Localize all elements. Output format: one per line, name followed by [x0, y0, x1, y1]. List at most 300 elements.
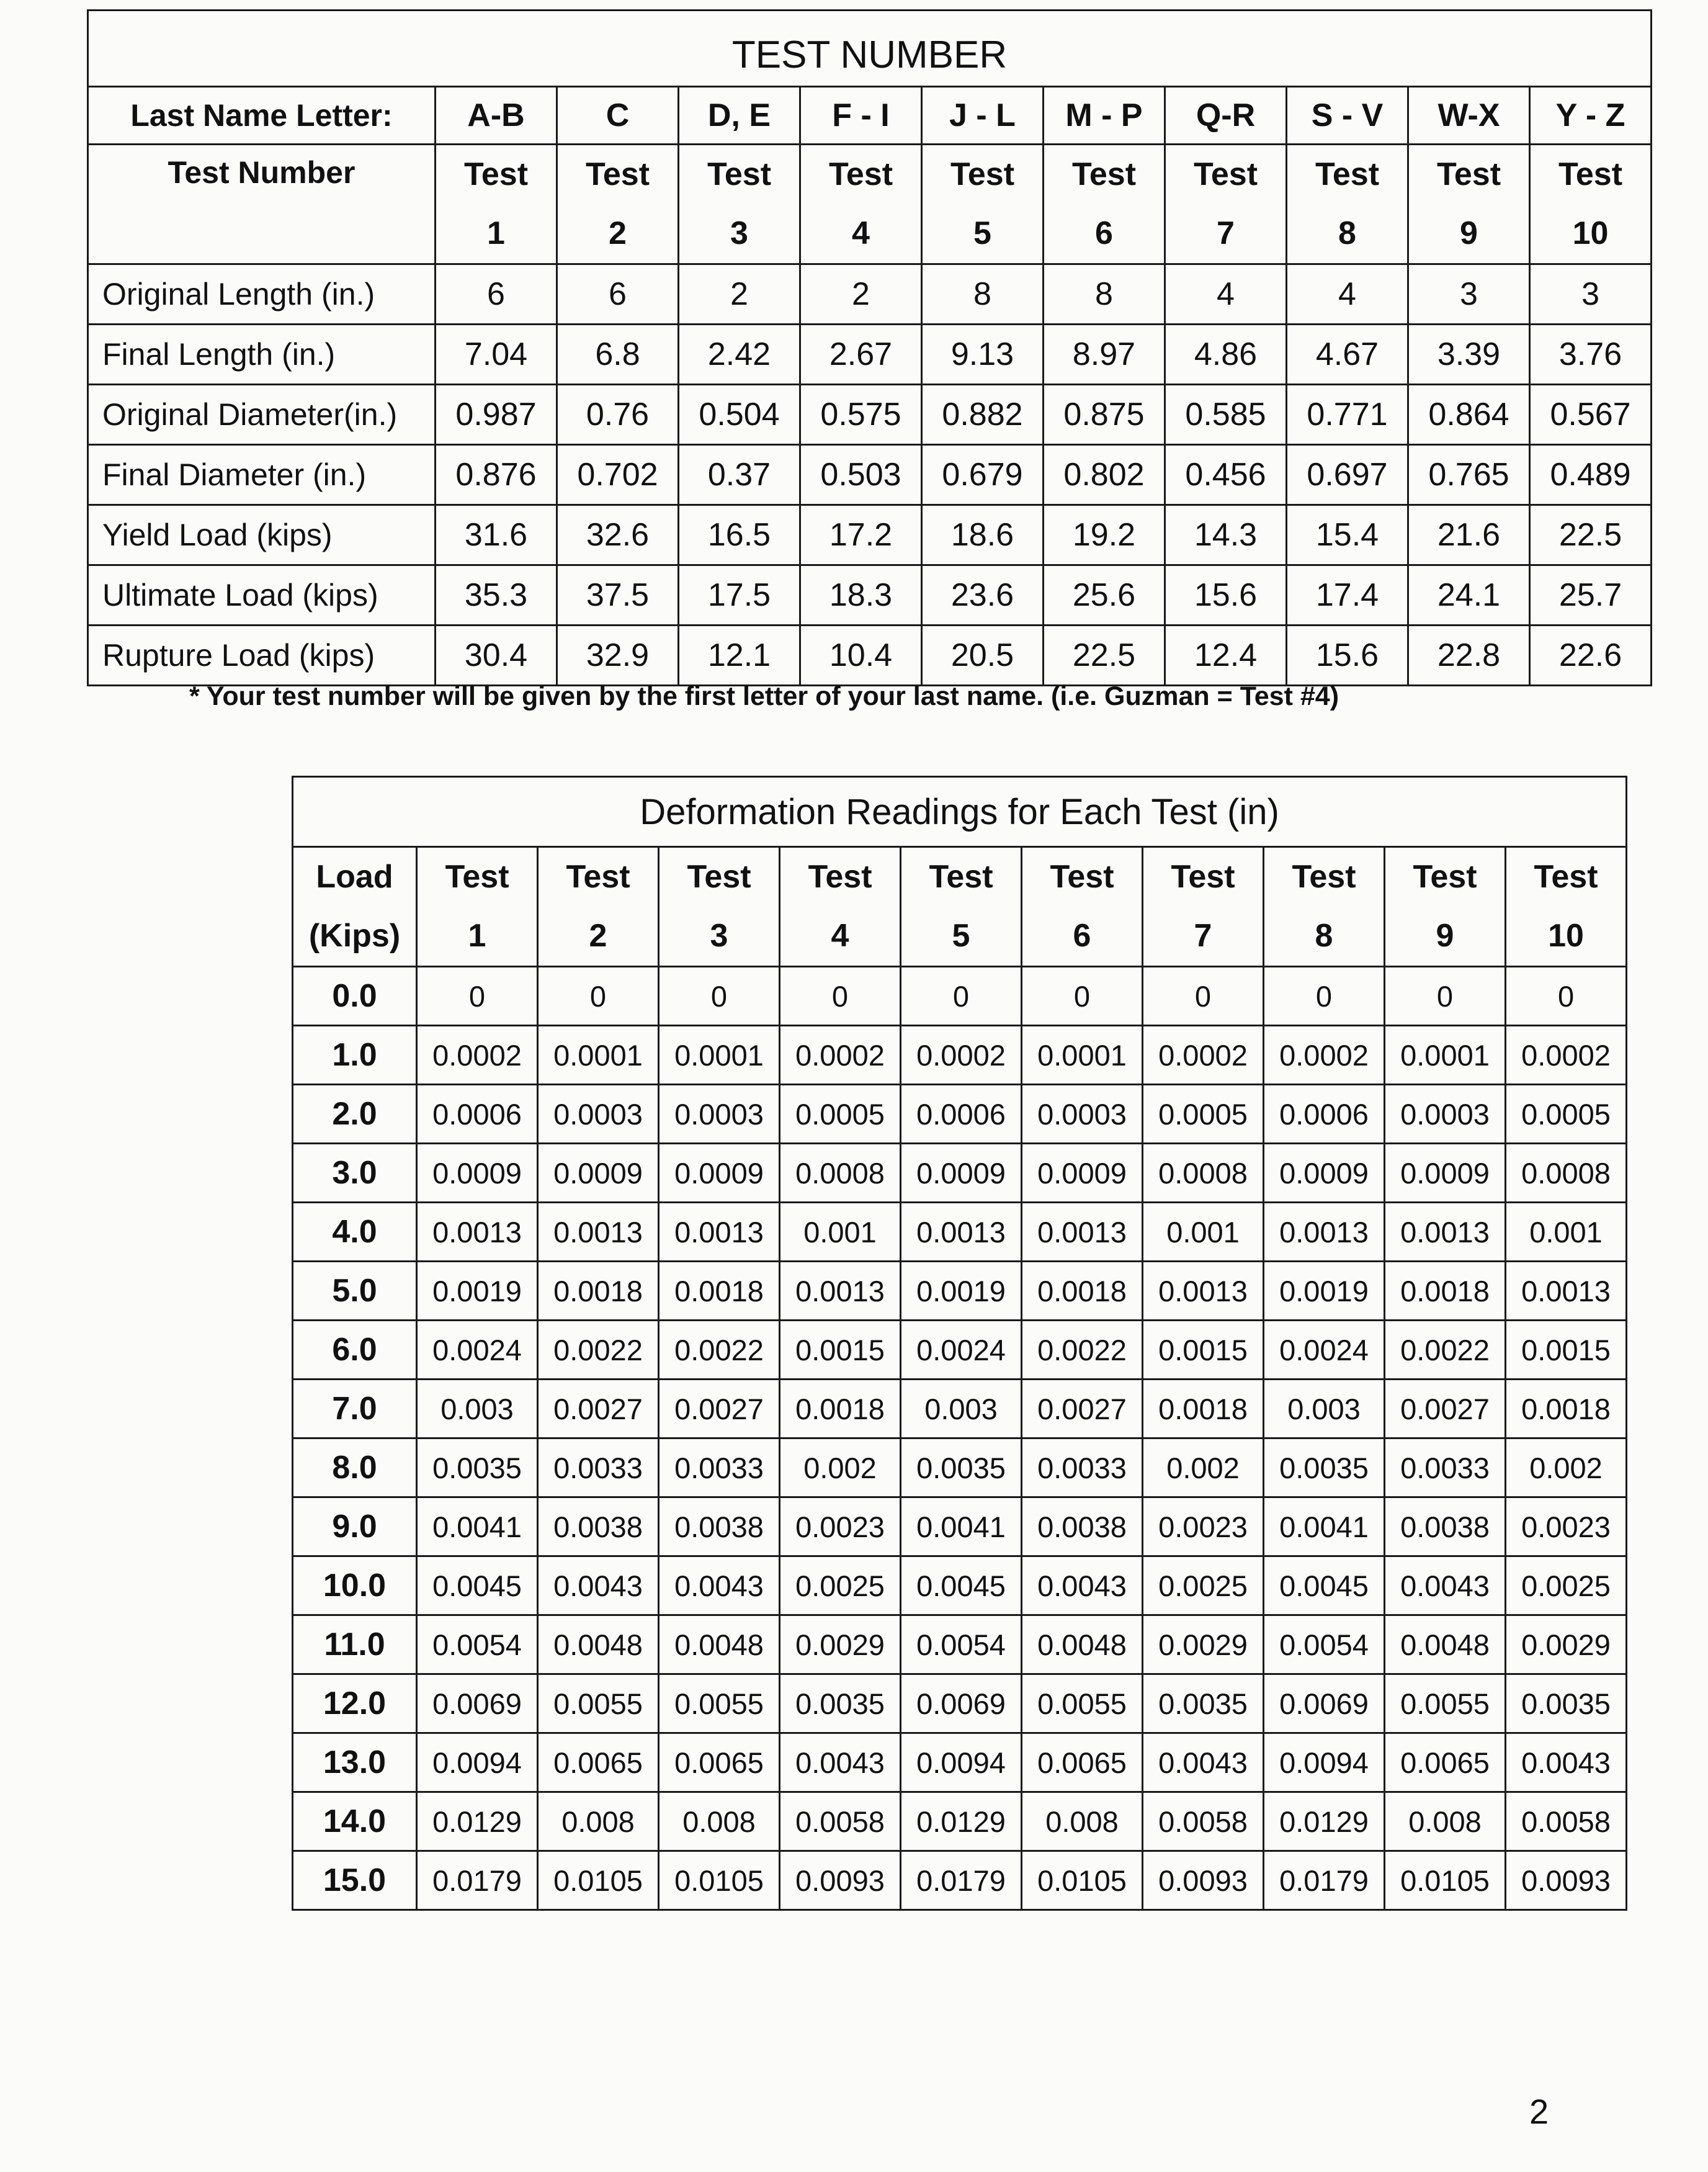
test-word: Test [1193, 156, 1258, 192]
test-number: 8 [1338, 215, 1356, 251]
value-cell: 0.37 [679, 445, 800, 505]
deformation-cell: 0.0003 [1022, 1085, 1143, 1144]
load-unit: (Kips) [308, 918, 401, 954]
test-word: Test [707, 156, 772, 192]
deformation-cell: 0.008 [659, 1792, 780, 1851]
deformation-cell: 0.0008 [1506, 1144, 1627, 1203]
deformation-cell: 0.0018 [538, 1262, 659, 1321]
deformation-cell: 0.0008 [780, 1144, 901, 1203]
value-cell: 4.86 [1165, 325, 1287, 385]
table-row [293, 1556, 1627, 1615]
test-word: Test [1534, 859, 1598, 895]
test-summary-table [87, 9, 1652, 686]
test-word: Test [808, 859, 872, 895]
deformation-table-title: Deformation Readings for Each Test (in) [293, 777, 1627, 847]
deformation-cell: 0.0179 [901, 1851, 1022, 1910]
test-column-header [417, 847, 538, 967]
value-cell: 2.67 [800, 325, 922, 385]
test-number: 9 [1436, 918, 1454, 954]
value-cell: 15.6 [1165, 565, 1287, 626]
deformation-cell: 0 [780, 967, 901, 1026]
test-number: 5 [973, 215, 991, 251]
deformation-cell: 0.003 [901, 1380, 1022, 1438]
test-word: Test [585, 156, 650, 192]
value-cell: 3.39 [1408, 325, 1530, 385]
deformation-cell: 0.0093 [1143, 1851, 1264, 1910]
value-cell: 2 [679, 264, 800, 325]
deformation-cell: 0.0018 [1022, 1262, 1143, 1321]
load-value-cell: 10.0 [293, 1556, 417, 1615]
table-row [293, 1144, 1627, 1203]
deformation-cell: 0.0033 [659, 1438, 780, 1497]
deformation-cell: 0.0022 [538, 1321, 659, 1380]
deformation-cell: 0.0022 [1022, 1321, 1143, 1380]
deformation-cell: 0 [1022, 967, 1143, 1026]
deformation-cell: 0.0003 [1385, 1085, 1506, 1144]
deformation-cell: 0.0027 [659, 1380, 780, 1438]
load-value-cell: 0.0 [293, 967, 417, 1026]
deformation-cell: 0.0001 [1385, 1026, 1506, 1085]
letter-range-cell: W-X [1408, 87, 1530, 145]
test-number: 10 [1548, 918, 1584, 954]
load-value-cell: 11.0 [293, 1615, 417, 1674]
test-word: Test [950, 156, 1015, 192]
table-row [293, 1203, 1627, 1262]
value-cell: 0.489 [1530, 445, 1652, 505]
test-assignment-note: * Your test number will be given by the first letter of your last name. (i.e. Guzman = Test #4) [189, 681, 1339, 711]
letter-range-cell: C [557, 87, 679, 145]
value-cell: 7.04 [436, 325, 557, 385]
deformation-cell: 0.0003 [538, 1085, 659, 1144]
deformation-cell: 0.0008 [1143, 1144, 1264, 1203]
test-word: Test [1413, 859, 1477, 895]
deformation-cell: 0.0048 [1022, 1615, 1143, 1674]
value-cell: 6 [557, 264, 679, 325]
deformation-cell: 0.0038 [659, 1497, 780, 1556]
deformation-cell: 0.0038 [538, 1497, 659, 1556]
deformation-cell: 0.0043 [659, 1556, 780, 1615]
value-cell: 6 [436, 264, 557, 325]
deformation-cell: 0.0058 [780, 1792, 901, 1851]
value-cell: 22.8 [1408, 626, 1530, 686]
deformation-cell: 0.0035 [1143, 1674, 1264, 1733]
test-number: 3 [730, 215, 748, 251]
row-label: Ultimate Load (kips) [88, 565, 436, 626]
value-cell: 2 [800, 264, 922, 325]
deformation-cell: 0.0003 [659, 1085, 780, 1144]
deformation-cell: 0.0022 [1385, 1321, 1506, 1380]
deformation-table [292, 776, 1627, 1911]
deformation-cell: 0.0024 [901, 1321, 1022, 1380]
table-row [293, 1026, 1627, 1085]
value-cell: 3.76 [1530, 325, 1652, 385]
deformation-cell: 0.0045 [901, 1556, 1022, 1615]
value-cell: 8.97 [1044, 325, 1165, 385]
value-cell: 18.6 [922, 505, 1044, 565]
table-row [293, 1497, 1627, 1556]
deformation-cell: 0.0035 [1506, 1674, 1627, 1733]
deformation-cell: 0.0048 [659, 1615, 780, 1674]
deformation-cell: 0.0035 [780, 1674, 901, 1733]
value-cell: 4 [1165, 264, 1287, 325]
deformation-cell: 0.0002 [1506, 1026, 1627, 1085]
deformation-cell: 0 [1143, 967, 1264, 1026]
deformation-cell: 0.0029 [1506, 1615, 1627, 1674]
deformation-cell: 0.003 [417, 1380, 538, 1438]
deformation-cell: 0.0009 [901, 1144, 1022, 1203]
deformation-cell: 0.0013 [659, 1203, 780, 1262]
letter-range-cell: Y - Z [1530, 87, 1652, 145]
value-cell: 0.802 [1044, 445, 1165, 505]
deformation-cell: 0.0045 [417, 1556, 538, 1615]
deformation-cell: 0.0027 [538, 1380, 659, 1438]
deformation-cell: 0.0048 [1385, 1615, 1506, 1674]
deformation-cell: 0.008 [538, 1792, 659, 1851]
deformation-cell: 0.0027 [1385, 1380, 1506, 1438]
deformation-cell: 0 [1506, 967, 1627, 1026]
test-number: 6 [1073, 918, 1091, 954]
deformation-cell: 0.0025 [780, 1556, 901, 1615]
row-label: Final Diameter (in.) [88, 445, 436, 505]
value-cell: 18.3 [800, 565, 922, 626]
deformation-cell: 0 [1385, 967, 1506, 1026]
test-word: Test [445, 859, 509, 895]
deformation-cell: 0.0013 [538, 1203, 659, 1262]
test-number: 2 [589, 918, 607, 954]
deformation-cell: 0.0043 [780, 1733, 901, 1792]
deformation-cell: 0.0029 [780, 1615, 901, 1674]
value-cell: 8 [1044, 264, 1165, 325]
deformation-cell: 0.0045 [1264, 1556, 1385, 1615]
table-row [293, 1262, 1627, 1321]
deformation-cell: 0.0105 [659, 1851, 780, 1910]
value-cell: 22.6 [1530, 626, 1652, 686]
value-cell: 6.8 [557, 325, 679, 385]
deformation-cell: 0.0094 [1264, 1733, 1385, 1792]
value-cell: 15.6 [1287, 626, 1408, 686]
deformation-cell: 0.0005 [1506, 1085, 1627, 1144]
deformation-cell: 0.0055 [1022, 1674, 1143, 1733]
deformation-cell: 0.0006 [1264, 1085, 1385, 1144]
deformation-cell: 0.0024 [1264, 1321, 1385, 1380]
row-label: Yield Load (kips) [88, 505, 436, 565]
deformation-cell: 0.0015 [780, 1321, 901, 1380]
letter-range-cell: D, E [679, 87, 800, 145]
deformation-cell: 0.0043 [1506, 1733, 1627, 1792]
test-column-header [1530, 145, 1652, 264]
table-row [88, 264, 1652, 325]
value-cell: 2.42 [679, 325, 800, 385]
deformation-cell: 0.0105 [1022, 1851, 1143, 1910]
test-word: Test [828, 156, 893, 192]
value-cell: 21.6 [1408, 505, 1530, 565]
letter-range-cell: J - L [922, 87, 1044, 145]
test-number: 2 [609, 215, 627, 251]
test-number: 1 [468, 918, 486, 954]
test-number-label: Test Number [88, 145, 436, 264]
deformation-cell: 0.0065 [659, 1733, 780, 1792]
deformation-cell: 0.0055 [538, 1674, 659, 1733]
test-word: Test [929, 859, 993, 895]
value-cell: 17.4 [1287, 565, 1408, 626]
load-value-cell: 5.0 [293, 1262, 417, 1321]
load-header [293, 847, 417, 967]
deformation-cell: 0.001 [1506, 1203, 1627, 1262]
test-word: Test [1171, 859, 1235, 895]
table-row [293, 1321, 1627, 1380]
deformation-cell: 0.0055 [1385, 1674, 1506, 1733]
value-cell: 9.13 [922, 325, 1044, 385]
deformation-cell: 0.002 [1143, 1438, 1264, 1497]
test-number: 10 [1572, 215, 1609, 251]
test-number: 4 [852, 215, 870, 251]
deformation-cell: 0.0023 [1506, 1497, 1627, 1556]
deformation-cell: 0.0041 [901, 1497, 1022, 1556]
value-cell: 0.567 [1530, 385, 1652, 445]
test-number: 9 [1460, 215, 1478, 251]
deformation-cell: 0.0013 [1506, 1262, 1627, 1321]
load-value-cell: 6.0 [293, 1321, 417, 1380]
value-cell: 3 [1408, 264, 1530, 325]
deformation-cell: 0.0018 [659, 1262, 780, 1321]
deformation-cell: 0.0018 [780, 1380, 901, 1438]
value-cell: 0.503 [800, 445, 922, 505]
deformation-cell: 0.008 [1022, 1792, 1143, 1851]
value-cell: 35.3 [436, 565, 557, 626]
value-cell: 0.702 [557, 445, 679, 505]
test-word: Test [1071, 156, 1137, 192]
value-cell: 0.575 [800, 385, 922, 445]
deformation-cell: 0.0001 [538, 1026, 659, 1085]
value-cell: 16.5 [679, 505, 800, 565]
test-column-header [1044, 145, 1165, 264]
row-label: Final Length (in.) [88, 325, 436, 385]
deformation-cell: 0.0027 [1022, 1380, 1143, 1438]
deformation-cell: 0.0065 [1385, 1733, 1506, 1792]
value-cell: 4 [1287, 264, 1408, 325]
deformation-cell: 0.002 [1506, 1438, 1627, 1497]
deformation-cell: 0.0013 [901, 1203, 1022, 1262]
deformation-cell: 0.0002 [1264, 1026, 1385, 1085]
test-column-header [1506, 847, 1627, 967]
test-column-header [1165, 145, 1287, 264]
test-word: Test [1436, 156, 1501, 192]
value-cell: 0.504 [679, 385, 800, 445]
deformation-cell: 0 [901, 967, 1022, 1026]
deformation-cell: 0.0002 [417, 1026, 538, 1085]
test-column-header [1385, 847, 1506, 967]
deformation-cell: 0.0002 [780, 1026, 901, 1085]
deformation-cell: 0.0002 [901, 1026, 1022, 1085]
deformation-cell: 0.0009 [1264, 1144, 1385, 1203]
deformation-cell: 0.0024 [417, 1321, 538, 1380]
deformation-cell: 0.0006 [417, 1085, 538, 1144]
test-number: 7 [1194, 918, 1212, 954]
table-row [88, 505, 1652, 565]
value-cell: 0.585 [1165, 385, 1287, 445]
deformation-cell: 0.0009 [1385, 1144, 1506, 1203]
value-cell: 15.4 [1287, 505, 1408, 565]
value-cell: 32.6 [557, 505, 679, 565]
letter-range-cell: M - P [1044, 87, 1165, 145]
value-cell: 25.7 [1530, 565, 1652, 626]
deformation-cell: 0.0043 [538, 1556, 659, 1615]
deformation-cell: 0.0035 [1264, 1438, 1385, 1497]
value-cell: 0.697 [1287, 445, 1408, 505]
deformation-cell: 0.0019 [901, 1262, 1022, 1321]
value-cell: 0.76 [557, 385, 679, 445]
deformation-cell: 0.0054 [417, 1615, 538, 1674]
deformation-cell: 0.0043 [1385, 1556, 1506, 1615]
value-cell: 32.9 [557, 626, 679, 686]
test-number: 4 [831, 918, 849, 954]
deformation-cell: 0.0001 [1022, 1026, 1143, 1085]
deformation-cell: 0.0048 [538, 1615, 659, 1674]
deformation-cell: 0.0179 [417, 1851, 538, 1910]
summary-table-title: TEST NUMBER [88, 11, 1652, 87]
test-word: Test [687, 859, 751, 895]
deformation-cell: 0.0023 [1143, 1497, 1264, 1556]
value-cell: 17.2 [800, 505, 922, 565]
test-number: 7 [1217, 215, 1235, 251]
letter-range-cell: F - I [800, 87, 922, 145]
load-value-cell: 1.0 [293, 1026, 417, 1085]
table-row [293, 1733, 1627, 1792]
test-column-header [1143, 847, 1264, 967]
test-word: Test [566, 859, 630, 895]
deformation-cell: 0.0019 [1264, 1262, 1385, 1321]
deformation-cell: 0 [659, 967, 780, 1026]
test-column-header [436, 145, 557, 264]
deformation-cell: 0.0013 [417, 1203, 538, 1262]
value-cell: 0.987 [436, 385, 557, 445]
row-label: Rupture Load (kips) [88, 626, 436, 686]
value-cell: 14.3 [1165, 505, 1287, 565]
deformation-cell: 0.0002 [1143, 1026, 1264, 1085]
deformation-cell: 0.0019 [417, 1262, 538, 1321]
deformation-cell: 0.0009 [417, 1144, 538, 1203]
value-cell: 3 [1530, 264, 1652, 325]
deformation-cell: 0.0022 [659, 1321, 780, 1380]
deformation-cell: 0.008 [1385, 1792, 1506, 1851]
deformation-cell: 0.0009 [659, 1144, 780, 1203]
test-column-header [780, 847, 901, 967]
value-cell: 17.5 [679, 565, 800, 626]
row-label: Original Length (in.) [88, 264, 436, 325]
deformation-cell: 0 [1264, 967, 1385, 1026]
deformation-cell: 0.0043 [1143, 1733, 1264, 1792]
deformation-cell: 0.0105 [1385, 1851, 1506, 1910]
deformation-cell: 0.0054 [901, 1615, 1022, 1674]
deformation-cell: 0.0094 [417, 1733, 538, 1792]
deformation-cell: 0.0035 [901, 1438, 1022, 1497]
value-cell: 0.876 [436, 445, 557, 505]
table-row [88, 325, 1652, 385]
deformation-cell: 0.0029 [1143, 1615, 1264, 1674]
letter-range-cell: S - V [1287, 87, 1408, 145]
load-label: Load [316, 859, 393, 895]
deformation-cell: 0.0055 [659, 1674, 780, 1733]
load-value-cell: 14.0 [293, 1792, 417, 1851]
value-cell: 0.456 [1165, 445, 1287, 505]
test-column-header [901, 847, 1022, 967]
deformation-cell: 0.0058 [1143, 1792, 1264, 1851]
deformation-cell: 0.0018 [1143, 1380, 1264, 1438]
deformation-cell: 0.0093 [1506, 1851, 1627, 1910]
deformation-cell: 0.001 [780, 1203, 901, 1262]
test-number: 8 [1315, 918, 1333, 954]
table-row [293, 967, 1627, 1026]
table-row [293, 1792, 1627, 1851]
deformation-cell: 0.0015 [1506, 1321, 1627, 1380]
deformation-cell: 0.0009 [1022, 1144, 1143, 1203]
deformation-cell: 0.002 [780, 1438, 901, 1497]
deformation-cell: 0.0009 [538, 1144, 659, 1203]
value-cell: 20.5 [922, 626, 1044, 686]
deformation-cell: 0.001 [1143, 1203, 1264, 1262]
table-row [88, 626, 1652, 686]
load-value-cell: 7.0 [293, 1380, 417, 1438]
deformation-cell: 0.0038 [1385, 1497, 1506, 1556]
table-row [293, 1674, 1627, 1733]
table-row [88, 445, 1652, 505]
load-value-cell: 4.0 [293, 1203, 417, 1262]
deformation-cell: 0.0025 [1506, 1556, 1627, 1615]
load-value-cell: 3.0 [293, 1144, 417, 1203]
deformation-cell: 0.0018 [1385, 1262, 1506, 1321]
deformation-cell: 0.0093 [780, 1851, 901, 1910]
deformation-cell: 0.0105 [538, 1851, 659, 1910]
deformation-cell: 0.0005 [1143, 1085, 1264, 1144]
deformation-cell: 0.0065 [538, 1733, 659, 1792]
deformation-cell: 0.0033 [1385, 1438, 1506, 1497]
value-cell: 0.679 [922, 445, 1044, 505]
load-value-cell: 8.0 [293, 1438, 417, 1497]
page-number: 2 [1529, 2092, 1549, 2131]
deformation-cell: 0.0179 [1264, 1851, 1385, 1910]
table-row [88, 565, 1652, 626]
load-value-cell: 15.0 [293, 1851, 417, 1910]
test-word: Test [1558, 156, 1623, 192]
test-column-header [1264, 847, 1385, 967]
letter-range-cell: Q-R [1165, 87, 1287, 145]
deformation-cell: 0.0013 [1022, 1203, 1143, 1262]
deformation-cell: 0.0094 [901, 1733, 1022, 1792]
table-row [88, 385, 1652, 445]
value-cell: 0.765 [1408, 445, 1530, 505]
deformation-cell: 0.0041 [1264, 1497, 1385, 1556]
letter-range-cell: A-B [436, 87, 557, 145]
value-cell: 0.875 [1044, 385, 1165, 445]
deformation-cell: 0.0129 [417, 1792, 538, 1851]
deformation-cell: 0.0005 [780, 1085, 901, 1144]
load-value-cell: 13.0 [293, 1733, 417, 1792]
value-cell: 22.5 [1044, 626, 1165, 686]
test-column-header [659, 847, 780, 967]
deformation-cell: 0.0054 [1264, 1615, 1385, 1674]
deformation-cell: 0.0129 [1264, 1792, 1385, 1851]
value-cell: 4.67 [1287, 325, 1408, 385]
deformation-cell: 0.0006 [901, 1085, 1022, 1144]
test-column-header [922, 145, 1044, 264]
test-number: 3 [710, 918, 728, 954]
table-row [293, 1615, 1627, 1674]
deformation-cell: 0.0069 [1264, 1674, 1385, 1733]
load-value-cell: 12.0 [293, 1674, 417, 1733]
deformation-cell: 0.0023 [780, 1497, 901, 1556]
deformation-cell: 0.0043 [1022, 1556, 1143, 1615]
deformation-cell: 0.0013 [1143, 1262, 1264, 1321]
